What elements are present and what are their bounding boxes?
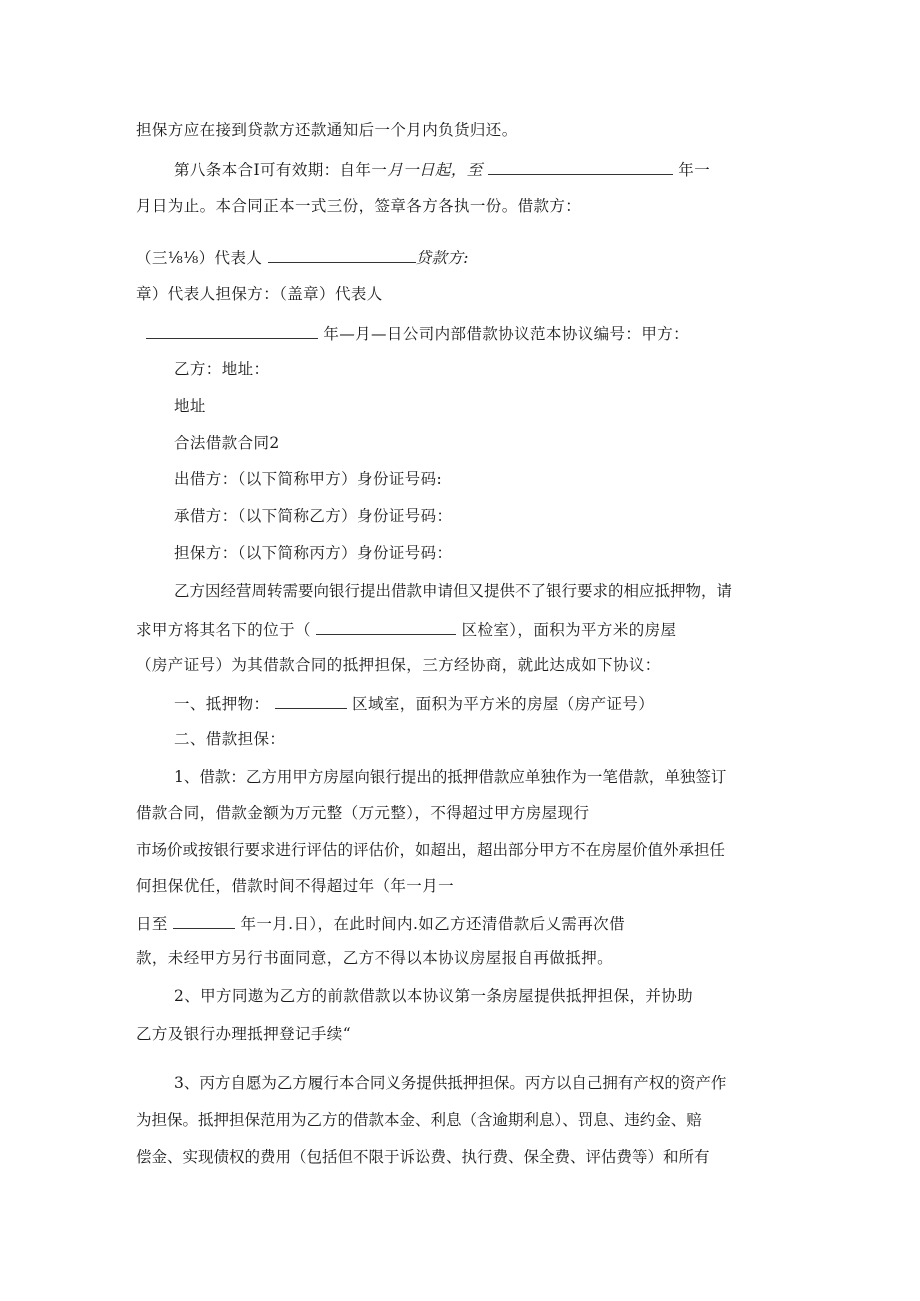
text-segment: 区域室，面积为平方米的房屋（房产证号） — [352, 695, 655, 713]
text-line: 乙方因经营周转需要向银行提出借款申请但又提供不了银行要求的相应抵押物，请 — [174, 582, 733, 600]
text-line: 担保方：（以下简称丙方）身份证号码： — [174, 544, 453, 562]
text-segment: 一、抵押物： — [174, 695, 270, 713]
section-title: 合法借款合同2 — [174, 434, 280, 452]
blank-line — [316, 618, 456, 635]
text-segment: 第八条本合I可有效期：自年一 — [174, 161, 388, 179]
text-segment: 日至 — [136, 915, 168, 933]
blank-line — [173, 912, 235, 929]
text-line: 1、借款：乙方用甲方房屋向银行提出的抵押借款应单独作为一笔借款，单独签订 — [174, 768, 727, 786]
text-line: 借款合同，借款金额为万元整（万元整），不得超过甲方房屋现行 — [136, 804, 590, 822]
text-line: 承借方：（以下简称乙方）身份证号码： — [174, 507, 453, 525]
text-segment: （三⅛⅛）代表人 — [136, 249, 263, 267]
text-line — [174, 158, 710, 180]
text-line: 何担保优任，借款时间不得超过年（年一月一 — [136, 877, 455, 895]
text-line — [136, 246, 469, 268]
text-line — [174, 692, 654, 714]
text-segment: 区检室），面积为平方米的房屋 — [461, 621, 677, 639]
text-line: 市场价或按银行要求进行评估的评估价，如超出，超出部分甲方不在房屋价值外承担任 — [136, 841, 726, 859]
text-segment: 年一月.日），在此时间内.如乙方还清借款后乂需再次借 — [240, 915, 625, 933]
text-line: 担保方应在接到贷款方还款通知后一个月内负货归还。 — [136, 121, 518, 139]
text-line: 章）代表人担保方：（盖章）代表人 — [136, 285, 383, 303]
text-line: 出借方：（以下简称甲方）身份证号码: — [174, 470, 443, 488]
text-line: 为担保。抵押担保范用为乙方的借款本金、利息（含逾期利息）、罚息、违约金、赔 — [136, 1111, 702, 1129]
text-line: 偿金、实现债权的费用（包括但不限于诉讼费、执行费、保全费、评估费等）和所有 — [136, 1148, 710, 1166]
text-line: （房产证号）为其借款合同的抵押担保，三方经协商，就此达成如下协议： — [136, 656, 661, 674]
text-line: 乙方：地址： — [174, 360, 270, 378]
text-segment: 贷款方: — [415, 249, 469, 267]
text-line: 3、丙方自愿为乙方履行本合同义务提供抵押担保。丙方以自己拥有产权的资产作 — [174, 1074, 727, 1092]
blank-line — [146, 322, 318, 339]
text-line: 地址 — [174, 397, 206, 415]
text-segment: 年—月—日公司内部借款协议范本协议编号：甲方： — [323, 325, 690, 343]
text-segment: 年一 — [678, 161, 711, 179]
text-line: 二、借款担保： — [174, 730, 286, 748]
blank-line — [275, 692, 347, 709]
text-line — [136, 618, 676, 640]
text-line — [136, 912, 625, 934]
text-segment: 求甲方将其名下的位于（ — [136, 621, 311, 639]
text-line: 2、甲方同遨为乙方的前款借款以本协议第一条房屋提供抵押担保，并协助 — [174, 987, 694, 1005]
text-line: 乙方及银行办理抵押登记手续“ — [136, 1025, 352, 1043]
blank-line — [268, 246, 416, 263]
text-line: 款，未经甲方另行书面同意，乙方不得以本协议房屋报自再做抵押。 — [136, 949, 614, 967]
text-line: 月日为止。本合同正本一式三份，签章各方各执一份。借款方： — [136, 197, 582, 215]
blank-line — [488, 158, 673, 175]
text-segment: 月一日起，至 — [387, 161, 483, 179]
text-line — [146, 322, 689, 344]
